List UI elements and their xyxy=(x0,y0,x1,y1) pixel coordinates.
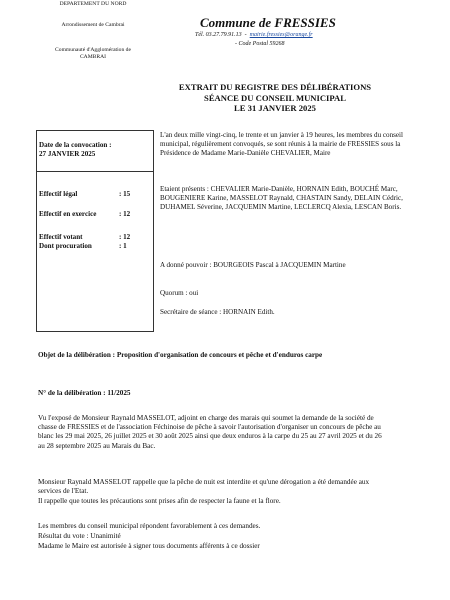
closing-vote-response: Les membres du conseil municipal répondent favorablement à ces demandes. xyxy=(38,522,261,530)
email-link[interactable]: mairie.fressies@orange.fr xyxy=(249,32,313,38)
paragraph-precautions: Il rappelle que toutes les précautions sont prises afin de respecter la faune et la flore. xyxy=(38,497,281,505)
convocation-label: Date de la convocation : xyxy=(39,141,112,149)
postal-code: - Code Postal 59268 xyxy=(235,41,285,47)
effectif-votant-value: : 12 xyxy=(119,233,131,241)
closing-vote-result: Résultat du vote : Unanimité xyxy=(38,532,121,540)
effectif-legal-label: Effectif légal xyxy=(39,190,78,198)
commune-contact xyxy=(195,31,395,49)
info-box xyxy=(36,130,154,332)
paragraph-expose: Vu l'exposé de Monsieur Raynald MASSELOT, adjoint en charge des marais qui soumet la demande de la société de chasse de FRESSIES et de l'association Féchinoise de pêche à savoir l'autorisation d'organiser un concours de pêche au blanc les 29 mai 2025, 26 juillet 2025 et 30 août 2025 ainsi que deux enduros à la carpe du 25 au 27 avril 2025 et du 26 au 28 septembre 2025 au Marais du Bac. xyxy=(38,414,382,450)
deliberation-number: N° de la délibération : 11/2025 xyxy=(38,389,131,397)
heading-line-3: LE 31 JANVIER 2025 xyxy=(234,103,316,113)
seance-secretaire: Secrétaire de séance : HORNAIN Edith. xyxy=(160,308,275,316)
document-heading xyxy=(150,82,400,114)
procuration-label: Dont procuration xyxy=(39,242,92,250)
commune-title: Commune de FRESSIES xyxy=(200,15,336,30)
heading-line-2: SÉANCE DU CONSEIL MUNICIPAL xyxy=(204,92,346,103)
arrondissement-label: Arrondissement de Cambrai xyxy=(61,22,125,28)
seance-intro: L'an deux mille vingt-cinq, le trente et un janvier à 19 heures, les membres du conseil municipal, régulièrement convoqués, se sont réunis à la mairie de FRESSIES sous la Présidence de Madame Marie-Danièle CHEVALIER, Maire xyxy=(160,131,403,157)
paragraph-derogation: Monsieur Raynald MASSELOT rappelle que la pêche de nuit est interdite et qu'une dérogation a été demandée aux services de l'Etat. xyxy=(38,478,370,496)
convocation-date: 27 JANVIER 2025 xyxy=(39,150,96,158)
seance-quorum: Quorum : oui xyxy=(160,289,199,297)
closing-authorisation: Madame le Maire est autorisée à signer tous documents afférents à ce dossier xyxy=(38,542,260,550)
effectif-legal-value: : 15 xyxy=(119,190,131,198)
phone-number: Tél. 03.27.79.91.13 xyxy=(195,32,242,38)
effectif-exercice-label: Effectif en exercice xyxy=(39,210,97,218)
procuration-value: : 1 xyxy=(119,242,127,250)
departement-label: DEPARTEMENT DU NORD xyxy=(59,1,127,7)
contact-separator: - xyxy=(244,32,247,38)
communaute-label: Communauté d'Agglomération de CAMBRAI xyxy=(55,47,131,60)
seance-presents: Etaient présents : CHEVALIER Marie-Danièle, HORNAIN Edith, BOUCHÉ Marc, BOUGENIERE Karine, MASSELOT Raynald, CHASTAIN Sandy, DELAIN Cédric, DUHAMEL Séverine, JACQUEMIN Martine, LECLERCQ Alexia, LESCAN Boris. xyxy=(160,185,403,211)
heading-line-1: EXTRAIT DU REGISTRE DES DÉLIBÉRATIONS xyxy=(178,82,372,92)
box-divider xyxy=(37,171,153,172)
effectif-votant-label: Effectif votant xyxy=(39,233,83,241)
effectif-exercice-value: : 12 xyxy=(119,210,131,218)
seance-pouvoir: A donné pouvoir : BOURGEOIS Pascal à JACQUEMIN Martine xyxy=(160,261,346,269)
deliberation-object: Objet de la délibération : Proposition d'organisation de concours et pêche et d'enduros carpe xyxy=(38,351,323,359)
